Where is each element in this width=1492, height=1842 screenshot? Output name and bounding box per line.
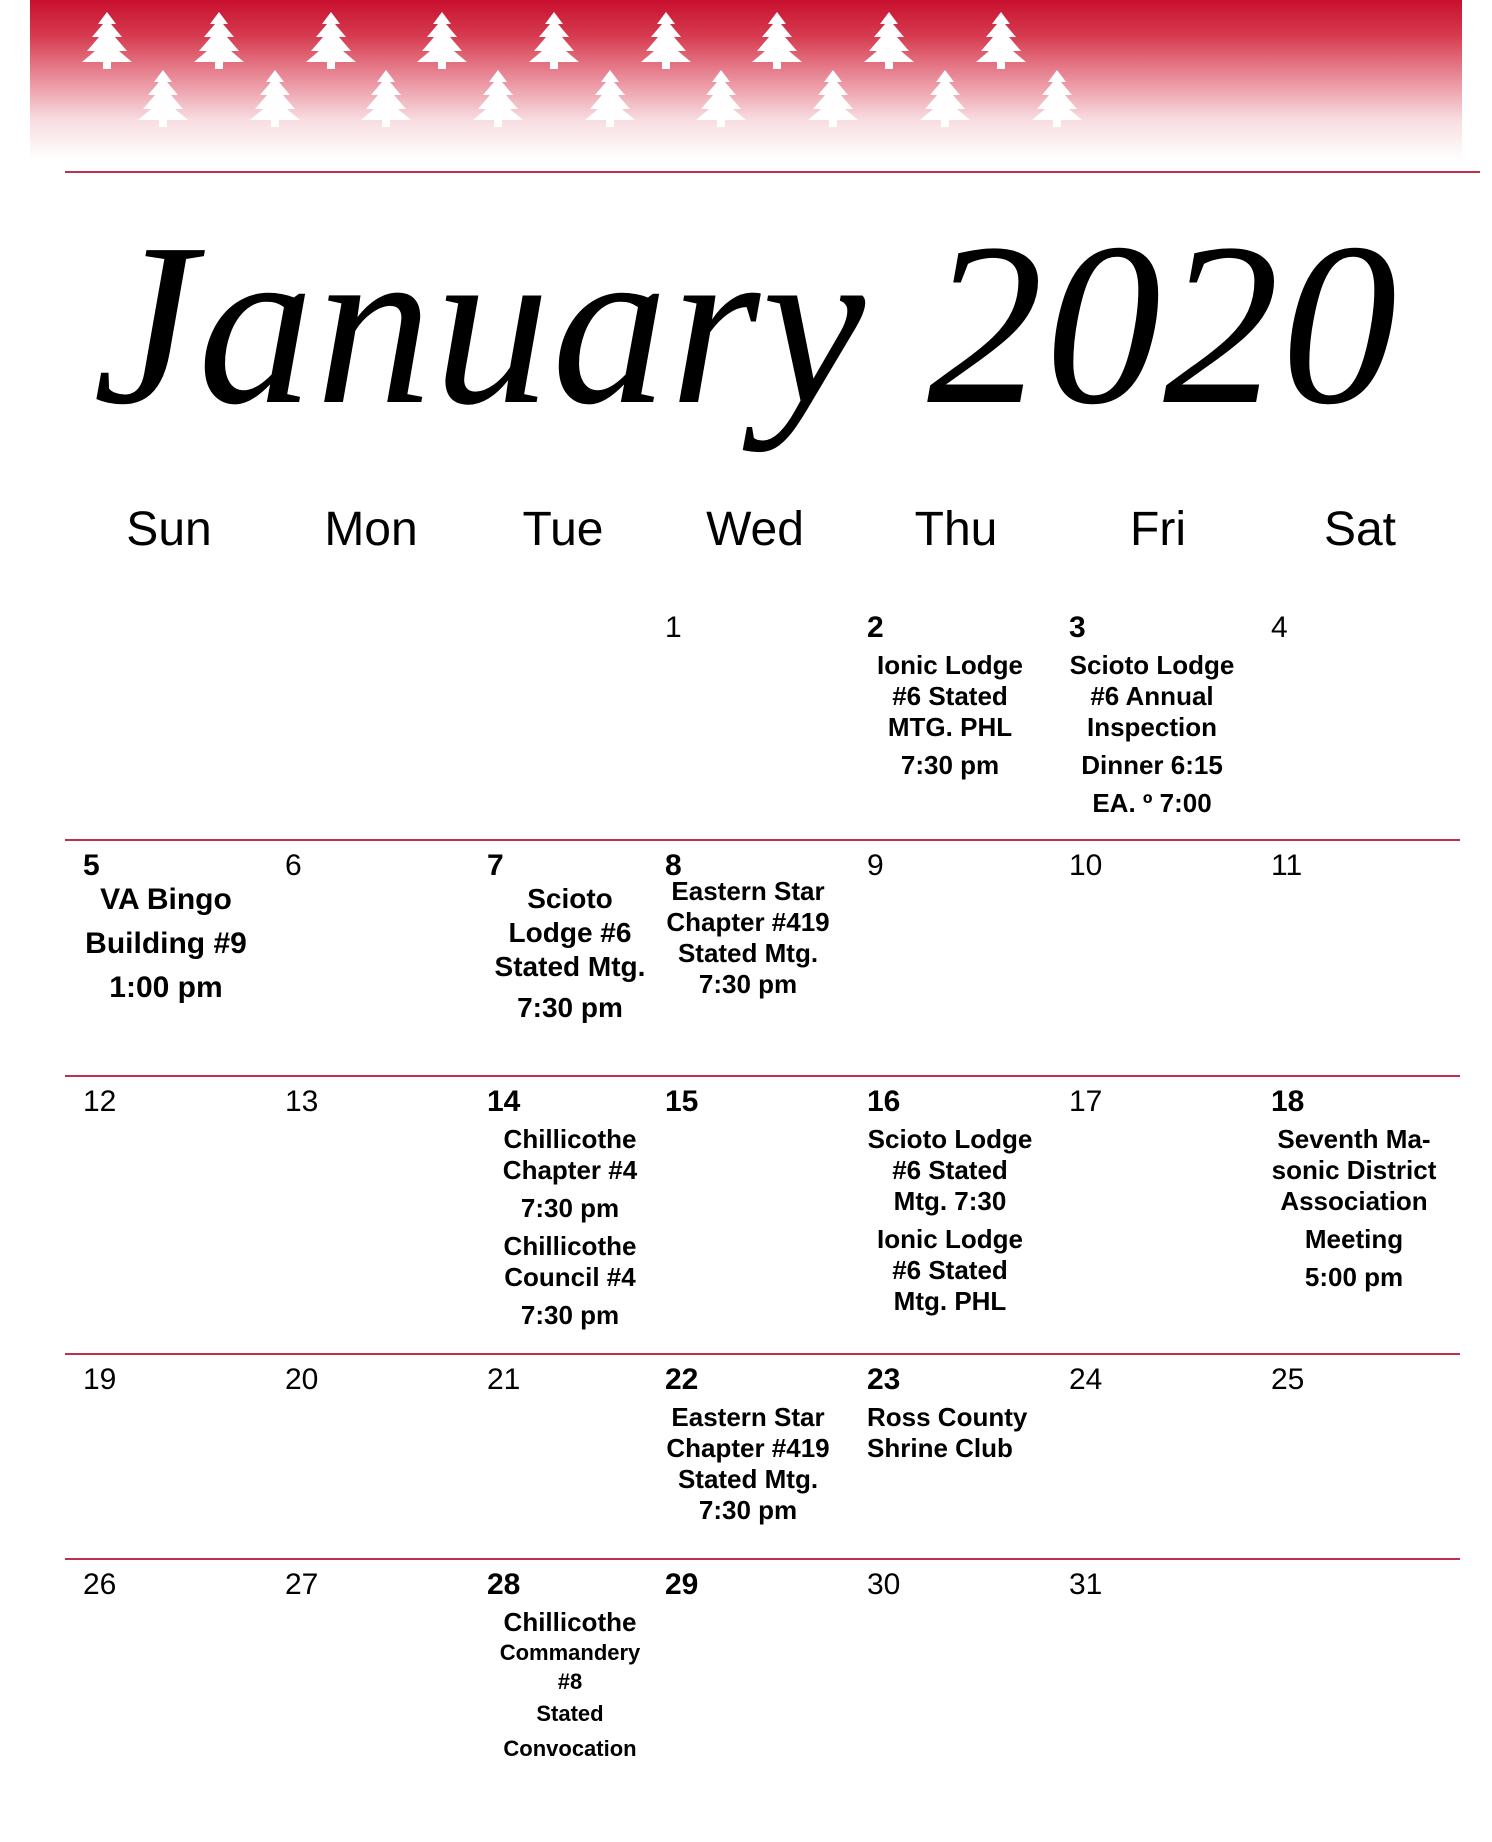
day-number: 7 xyxy=(487,849,504,882)
day-number: 14 xyxy=(487,1085,521,1118)
event-line: Scioto Lodge xyxy=(1069,650,1235,680)
day-cell-6 xyxy=(267,848,469,884)
day-cell-13 xyxy=(267,1084,469,1120)
christmas-tree-icon xyxy=(806,68,860,128)
day-cell-27 xyxy=(267,1567,469,1603)
event-line: Stated Mtg. xyxy=(494,951,646,982)
event-line: sonic District xyxy=(1271,1155,1437,1185)
christmas-tree-icon xyxy=(359,68,413,128)
event-line: 7:30 pm xyxy=(520,1193,620,1223)
day-number: 19 xyxy=(83,1363,117,1396)
weekday-wed: Wed xyxy=(706,503,804,556)
day-cell-11 xyxy=(1253,848,1455,884)
day-cell-5 xyxy=(65,848,267,1010)
event-line: Shrine Club xyxy=(867,1433,1013,1463)
day-number: 1 xyxy=(665,611,682,644)
event-line: #6 Stated xyxy=(892,1255,1008,1285)
event-line: Chillicothe xyxy=(503,1231,637,1261)
day-cell-9 xyxy=(849,848,1051,884)
christmas-tree-icon xyxy=(583,68,637,128)
day-cell-12 xyxy=(65,1084,267,1120)
christmas-tree-icon xyxy=(304,10,358,70)
event-line: 7:30 pm xyxy=(520,1300,620,1330)
day-cell-14 xyxy=(469,1084,671,1331)
event-line: Inspection xyxy=(1086,712,1217,742)
day-events xyxy=(469,1607,671,1766)
day-number: 5 xyxy=(83,849,100,882)
christmas-tree-icon xyxy=(639,10,693,70)
event-line: Commandery xyxy=(499,1640,641,1665)
day-cell-18 xyxy=(1253,1084,1455,1293)
week-divider xyxy=(65,1353,1460,1355)
day-number: 20 xyxy=(285,1363,319,1396)
day-cell-19 xyxy=(65,1362,267,1398)
day-number: 16 xyxy=(867,1085,901,1118)
day-cell-15 xyxy=(647,1084,849,1120)
day-cell-30 xyxy=(849,1567,1051,1603)
event-line: Chillicothe xyxy=(503,1124,637,1154)
event-line: Association xyxy=(1280,1186,1428,1216)
christmas-tree-icon xyxy=(918,68,972,128)
event-line: Dinner 6:15 xyxy=(1081,750,1223,780)
week-divider xyxy=(65,839,1460,841)
day-cell-26 xyxy=(65,1567,267,1603)
day-number: 18 xyxy=(1271,1085,1305,1118)
header-rule xyxy=(65,171,1480,173)
event-line: Ionic Lodge xyxy=(877,1224,1023,1254)
event-line: Stated Mtg. xyxy=(677,1464,819,1494)
weekday-fri: Fri xyxy=(1130,503,1186,556)
event-line: Ionic Lodge xyxy=(877,650,1023,680)
day-number: 11 xyxy=(1271,849,1303,882)
day-cell-2 xyxy=(849,610,1051,781)
day-cell-1 xyxy=(647,610,849,646)
day-cell-25 xyxy=(1253,1362,1455,1398)
event-line: Chillicothe xyxy=(503,1607,637,1637)
event-line: EA. º 7:00 xyxy=(1092,788,1212,818)
event-line: Eastern Star xyxy=(671,1402,825,1432)
day-number: 15 xyxy=(665,1085,699,1118)
day-events xyxy=(1253,1124,1455,1293)
christmas-tree-icon xyxy=(1030,68,1084,128)
day-number: 3 xyxy=(1069,611,1086,644)
weekday-sun: Sun xyxy=(126,503,212,556)
day-number: 27 xyxy=(285,1568,319,1601)
event-line: Scioto Lodge xyxy=(867,1124,1033,1154)
weekday-tue: Tue xyxy=(522,503,604,556)
holiday-banner xyxy=(30,0,1462,160)
day-cell-31 xyxy=(1051,1567,1253,1603)
event-line: Mtg. PHL xyxy=(893,1286,1007,1316)
christmas-tree-icon xyxy=(750,10,804,70)
christmas-tree-icon xyxy=(192,10,246,70)
event-line: 5:00 pm xyxy=(1304,1262,1404,1292)
christmas-tree-icon xyxy=(527,10,581,70)
day-cell-17 xyxy=(1051,1084,1253,1120)
day-events xyxy=(849,1402,1051,1464)
event-line: 7:30 pm xyxy=(517,992,623,1023)
day-events xyxy=(1051,650,1253,819)
event-line: Chapter #4 xyxy=(502,1155,638,1185)
event-line: Stated xyxy=(536,1701,604,1726)
day-cell-3 xyxy=(1051,610,1253,819)
day-cell-21 xyxy=(469,1362,671,1398)
christmas-tree-icon xyxy=(80,10,134,70)
event-line: Ross County xyxy=(867,1402,1028,1432)
day-number: 10 xyxy=(1069,849,1103,882)
event-line: Building #9 xyxy=(85,927,247,960)
day-number: 12 xyxy=(83,1085,117,1118)
day-cell-20 xyxy=(267,1362,469,1398)
christmas-tree-icon xyxy=(694,68,748,128)
day-number: 24 xyxy=(1069,1363,1103,1396)
day-number: 21 xyxy=(487,1363,521,1396)
event-line: #8 xyxy=(557,1669,583,1694)
day-events xyxy=(849,1124,1051,1317)
event-line: Mtg. 7:30 xyxy=(893,1186,1007,1216)
day-number: 13 xyxy=(285,1085,319,1118)
event-line: Chapter #419 xyxy=(666,907,830,937)
event-line: Eastern Star xyxy=(671,876,825,906)
event-line: #6 Stated xyxy=(892,1155,1008,1185)
day-number: 31 xyxy=(1069,1568,1103,1601)
day-number: 9 xyxy=(867,849,884,882)
weekday-mon: Mon xyxy=(324,503,418,556)
day-cell-4 xyxy=(1253,610,1455,646)
event-line: 7:30 pm xyxy=(900,750,1000,780)
christmas-tree-icon xyxy=(415,10,469,70)
day-cell-8 xyxy=(647,848,849,1000)
christmas-tree-icon xyxy=(136,68,190,128)
day-cell-22 xyxy=(647,1362,849,1526)
event-line: Scioto xyxy=(527,883,613,914)
event-line: Chapter #419 xyxy=(666,1433,830,1463)
event-line: 7:30 pm xyxy=(698,1495,798,1525)
day-number: 6 xyxy=(285,849,302,882)
event-line: Seventh Ma- xyxy=(1277,1124,1431,1154)
event-line: Meeting xyxy=(1304,1224,1404,1254)
day-number: 8 xyxy=(665,849,682,882)
day-cell-10 xyxy=(1051,848,1253,884)
event-line: Lodge #6 xyxy=(508,917,632,948)
day-cell-7 xyxy=(469,848,671,1025)
weekday-sat: Sat xyxy=(1323,503,1397,556)
week-divider xyxy=(65,1558,1460,1560)
day-number: 17 xyxy=(1069,1085,1103,1118)
day-cell-24 xyxy=(1051,1362,1253,1398)
day-cell-23 xyxy=(849,1362,1051,1464)
day-number: 29 xyxy=(665,1568,699,1601)
day-events xyxy=(849,650,1051,781)
day-number: 26 xyxy=(83,1568,117,1601)
day-cell-16 xyxy=(849,1084,1051,1317)
day-number: 2 xyxy=(867,611,884,644)
christmas-tree-icon xyxy=(248,68,302,128)
christmas-tree-icon xyxy=(471,68,525,128)
event-line: 7:30 pm xyxy=(698,969,798,999)
day-number: 23 xyxy=(867,1363,901,1396)
event-line: Convocation xyxy=(503,1736,637,1761)
day-number: 22 xyxy=(665,1363,699,1396)
day-events xyxy=(647,876,849,1000)
day-cell-28 xyxy=(469,1567,671,1766)
day-number: 4 xyxy=(1271,611,1288,644)
day-events xyxy=(647,1402,849,1526)
event-line: 1:00 pm xyxy=(109,971,223,1004)
event-line: Stated Mtg. xyxy=(677,938,819,968)
christmas-tree-icon xyxy=(974,10,1028,70)
event-line: #6 Annual xyxy=(1090,681,1214,711)
calendar-title: January 2020 xyxy=(92,196,1400,453)
week-divider xyxy=(65,1075,1460,1077)
day-events xyxy=(469,1124,671,1331)
event-line: MTG. PHL xyxy=(887,712,1013,742)
day-number: 25 xyxy=(1271,1363,1305,1396)
day-number: 28 xyxy=(487,1568,521,1601)
day-events xyxy=(469,882,671,1025)
day-cell-29 xyxy=(647,1567,849,1603)
day-number: 30 xyxy=(867,1568,901,1601)
christmas-tree-icon xyxy=(862,10,916,70)
weekday-thu: Thu xyxy=(914,503,998,556)
day-events xyxy=(65,878,267,1010)
event-line: #6 Stated xyxy=(892,681,1008,711)
event-line: Council #4 xyxy=(504,1262,636,1292)
event-line: VA Bingo xyxy=(100,883,232,916)
